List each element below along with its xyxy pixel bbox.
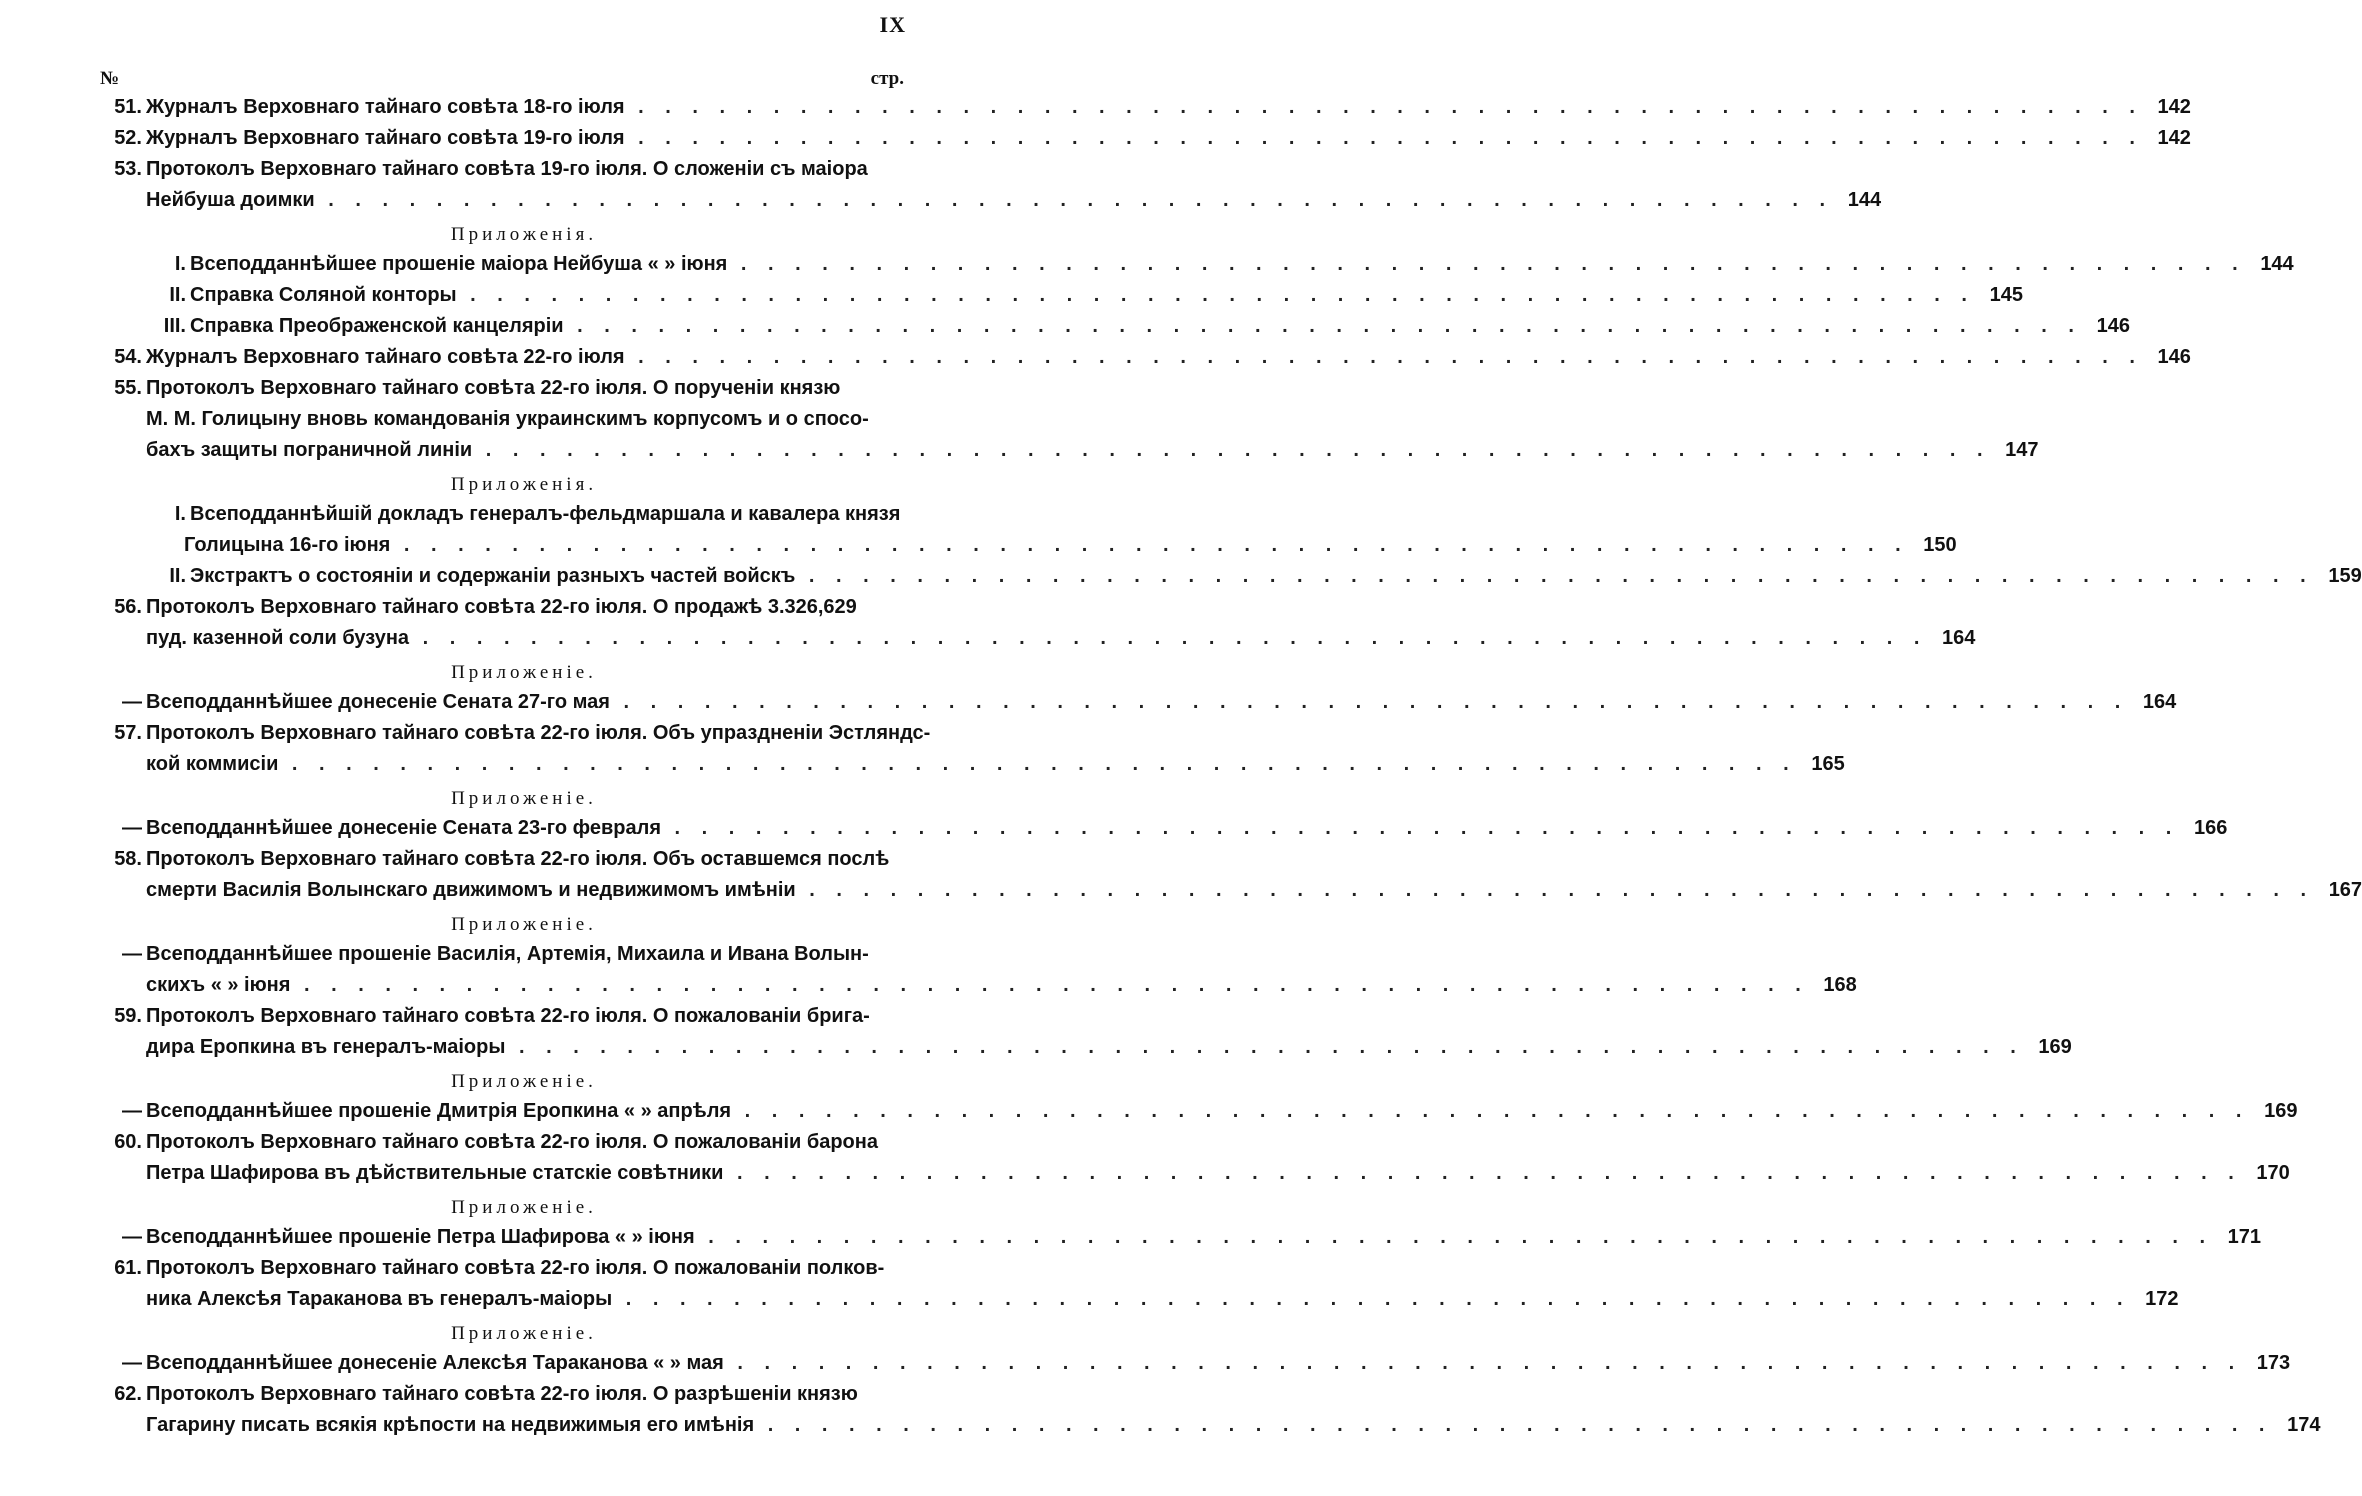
dot-leader: . . . . . . . . . . . . . . . . . . . . . . . . . . . . . . . . . . . . . . . . . . . . . . . . . . . . . . . . <box>609 691 2129 713</box>
toc-entry <box>100 280 2023 311</box>
toc-entry-continuation <box>100 623 1976 654</box>
entry-title: пуд. казенной соли бузуна <box>146 627 410 649</box>
toc-entry-continuation <box>100 435 2039 466</box>
appendix-heading: Приложенія. <box>450 474 598 495</box>
entry-number: II. <box>169 284 186 306</box>
entry-page-number: 169 <box>2038 1036 2072 1058</box>
entry-page-number: 164 <box>1942 627 1976 649</box>
entry-number: 56. <box>114 596 142 618</box>
toc-entry <box>100 342 2191 373</box>
toc-entry <box>100 499 908 530</box>
entry-title: Журналъ Верховнаго тайнаго совѣта 22-го іюля <box>146 346 625 368</box>
dot-leader: . . . . . . . . . . . . . . . . . . . . . . . . . . . . . . . . . . . . . . . . . . . . . . . . . . . . . . . . <box>278 753 1797 775</box>
entry-number: — <box>122 1100 142 1122</box>
toc-entry <box>100 249 2294 280</box>
toc-entry-continuation <box>100 749 1845 780</box>
toc-entry <box>100 1379 908 1410</box>
appendix-heading: Приложенія. <box>450 224 598 245</box>
dot-leader: . . . . . . . . . . . . . . . . . . . . . . . . . . . . . . . . . . . . . . . . . . . . . . . . . . . . . . . . <box>472 439 1991 461</box>
toc-entry <box>100 813 2228 844</box>
entry-title: Протоколъ Верховнаго тайнаго совѣта 22-го іюля. О порученіи князю <box>146 377 841 399</box>
toc-entry <box>100 123 2191 154</box>
entry-number: I. <box>174 503 186 525</box>
dot-leader: . . . . . . . . . . . . . . . . . . . . . . . . . . . . . . . . . . . . . . . . . . . . . . . . . . . . . . . . <box>612 1288 2131 1310</box>
entry-number: — <box>122 691 142 713</box>
entry-title: Всеподданнѣйшее прошеніе Василія, Артемія, Михаила и Ивана Волын- <box>146 943 869 965</box>
entry-page-number: 169 <box>2264 1100 2298 1122</box>
toc-entry <box>100 1096 2298 1127</box>
appendix-heading: Приложеніе. <box>451 662 597 683</box>
toc-entry <box>100 373 908 404</box>
entry-page-number: 170 <box>2256 1162 2290 1184</box>
dot-leader: . . . . . . . . . . . . . . . . . . . . . . . . . . . . . . . . . . . . . . . . . . . . . . . . . . . . . . . . <box>290 974 1809 996</box>
entry-number: III. <box>163 315 186 337</box>
page-column-header: стр. <box>870 68 904 89</box>
entry-number: 53. <box>114 158 142 180</box>
entry-title: Протоколъ Верховнаго тайнаго совѣта 22-го іюля. О разрѣшеніи князю <box>146 1383 858 1405</box>
entry-number: I. <box>174 253 186 275</box>
entry-page-number: 167 <box>2328 879 2362 901</box>
entry-title: Всеподданнѣйшее прошеніе Дмитрія Еропкина « » апрѣля <box>146 1100 732 1122</box>
toc-entry <box>100 1348 2291 1379</box>
entry-number: II. <box>169 565 186 587</box>
entry-title: дира Еропкина въ генералъ-маіоры <box>146 1036 506 1058</box>
entry-page-number: 168 <box>1823 974 1857 996</box>
entry-page-number: 142 <box>2157 96 2191 118</box>
toc-entry <box>100 1253 908 1284</box>
entry-title: Всеподданнѣйшее донесеніе Сената 27-го мая <box>146 691 610 713</box>
toc-entry <box>100 718 931 749</box>
entry-number: — <box>122 817 142 839</box>
appendix-heading: Приложеніе. <box>451 1071 597 1092</box>
toc-entry <box>100 592 908 623</box>
entry-title: Протоколъ Верховнаго тайнаго совѣта 22-го іюля. Объ оставшемся послѣ <box>146 848 890 870</box>
entry-title: М. М. Голицыну вновь командованія украинскимъ корпусомъ и о спосо- <box>146 408 869 430</box>
entry-number: 61. <box>114 1257 142 1279</box>
entry-title: Экстрактъ о состояніи и содержаніи разныхъ частей войскъ <box>190 565 796 587</box>
toc-entry <box>100 844 908 875</box>
entry-page-number: 164 <box>2142 691 2177 713</box>
entry-page-number: 165 <box>1811 753 1845 775</box>
entry-number: — <box>122 943 142 965</box>
dot-leader: . . . . . . . . . . . . . . . . . . . . . . . . . . . . . . . . . . . . . . . . . . . . . . . . . . . . . . . . <box>723 1352 2243 1374</box>
entry-page-number: 171 <box>2227 1226 2262 1248</box>
entry-title: Протоколъ Верховнаго тайнаго совѣта 22-го іюля. Объ упраздненіи Эстляндс- <box>146 722 931 744</box>
dot-leader: . . . . . . . . . . . . . . . . . . . . . . . . . . . . . . . . . . . . . . . . . . . . . . . . . . . . . . . . <box>505 1036 2024 1058</box>
toc-entry-continuation <box>100 530 1957 561</box>
entry-page-number: 147 <box>2005 439 2039 461</box>
toc-entry-continuation <box>100 1410 2321 1441</box>
entry-title: Голицына 16-го іюня <box>184 534 391 556</box>
toc-entry-continuation <box>100 875 2362 906</box>
entry-number: — <box>122 1352 142 1374</box>
entry-page-number: 145 <box>1989 284 2023 306</box>
dot-leader: . . . . . . . . . . . . . . . . . . . . . . . . . . . . . . . . . . . . . . . . . . . . . . . . . . . . . . . . <box>624 127 2143 149</box>
appendix-heading: Приложеніе. <box>451 788 597 809</box>
table-of-contents <box>100 92 2362 1441</box>
entry-page-number: 159 <box>2328 565 2362 587</box>
entry-page-number: 150 <box>1923 534 1957 556</box>
entry-title: бахъ защиты пограничной линіи <box>146 439 473 461</box>
entry-number: 59. <box>114 1005 142 1027</box>
entry-title: Петра Шафирова въ дѣйствительные статскіе совѣтники <box>146 1162 724 1184</box>
dot-leader: . . . . . . . . . . . . . . . . . . . . . . . . . . . . . . . . . . . . . . . . . . . . . . . . . . . . . . . . <box>795 565 2314 587</box>
entry-title: скихъ « » іюня <box>146 974 291 996</box>
entry-title: Протоколъ Верховнаго тайнаго совѣта 22-го іюля. О пожалованіи брига- <box>146 1005 870 1027</box>
dot-leader: . . . . . . . . . . . . . . . . . . . . . . . . . . . . . . . . . . . . . . . . . . . . . . . . . . . . . . . . <box>795 879 2315 901</box>
entry-number: 52. <box>114 127 142 149</box>
entry-title: Протоколъ Верховнаго тайнаго совѣта 22-го іюля. О пожалованіи барона <box>146 1131 878 1153</box>
dot-leader: . . . . . . . . . . . . . . . . . . . . . . . . . . . . . . . . . . . . . . . . . . . . . . . . . . . . . . . . <box>727 253 2246 275</box>
entry-number: 60. <box>114 1131 142 1153</box>
toc-entry <box>100 1222 2262 1253</box>
entry-title: Журналъ Верховнаго тайнаго совѣта 19-го іюля <box>146 127 625 149</box>
dot-leader: . . . . . . . . . . . . . . . . . . . . . . . . . . . . . . . . . . . . . . . . . . . . . . . . . . . . . . . . <box>723 1162 2242 1184</box>
toc-entry <box>100 154 908 185</box>
page-number: IX <box>879 12 906 37</box>
entry-page-number: 172 <box>2145 1288 2179 1310</box>
dot-leader: . . . . . . . . . . . . . . . . . . . . . . . . . . . . . . . . . . . . . . . . . . . . . . . . . . . . . . . . <box>624 346 2143 368</box>
toc-entry-continuation <box>100 970 1857 1001</box>
entry-title: Всеподданнѣйшее донесеніе Алексѣя Тараканова « » мая <box>146 1352 724 1374</box>
entry-number: 62. <box>114 1383 142 1405</box>
dot-leader: . . . . . . . . . . . . . . . . . . . . . . . . . . . . . . . . . . . . . . . . . . . . . . . . . . . . . . . . <box>390 534 1909 556</box>
entry-number: 58. <box>114 848 142 870</box>
toc-entry <box>100 1127 908 1158</box>
toc-entry-continuation <box>100 1032 2072 1063</box>
dot-leader: . . . . . . . . . . . . . . . . . . . . . . . . . . . . . . . . . . . . . . . . . . . . . . . . . . . . . . . . <box>624 96 2143 118</box>
entry-title: Всеподданнѣйшій докладъ генералъ-фельдмаршала и кавалера князя <box>190 503 901 525</box>
entry-page-number: 166 <box>2193 817 2228 839</box>
appendix-heading: Приложеніе. <box>451 1323 597 1344</box>
dot-leader: . . . . . . . . . . . . . . . . . . . . . . . . . . . . . . . . . . . . . . . . . . . . . . . . . . . . . . . . <box>563 315 2082 337</box>
entry-title: ника Алексѣя Тараканова въ генералъ-маіоры <box>146 1288 613 1310</box>
dot-leader: . . . . . . . . . . . . . . . . . . . . . . . . . . . . . . . . . . . . . . . . . . . . . . . . . . . . . . . . <box>314 189 1834 211</box>
entry-page-number: 144 <box>2260 253 2294 275</box>
toc-entry <box>100 561 2362 592</box>
entry-number: — <box>122 1226 142 1248</box>
entry-title: Нейбуша доимки <box>146 189 315 211</box>
entry-page-number: 174 <box>2287 1414 2321 1436</box>
toc-entry <box>100 687 2177 718</box>
column-header <box>100 68 908 92</box>
entry-number: 54. <box>114 346 142 368</box>
entry-title: Гагарину писать всякія крѣпости на недвижимыя его имѣнія <box>146 1414 755 1436</box>
entry-title: Всеподданнѣйшее прошеніе маіора Нейбуша « » іюня <box>190 253 728 275</box>
entry-page-number: 146 <box>2157 346 2191 368</box>
entry-title: Справка Соляной конторы <box>190 284 457 306</box>
number-column-header: № <box>100 68 120 89</box>
entry-title: кой коммисіи <box>146 753 279 775</box>
dot-leader: . . . . . . . . . . . . . . . . . . . . . . . . . . . . . . . . . . . . . . . . . . . . . . . . . . . . . . . . <box>409 627 1928 649</box>
dot-leader: . . . . . . . . . . . . . . . . . . . . . . . . . . . . . . . . . . . . . . . . . . . . . . . . . . . . . . . . <box>456 284 1975 306</box>
entry-title: Всеподданнѣйшее донесеніе Сената 23-го февраля <box>146 817 661 839</box>
dot-leader: . . . . . . . . . . . . . . . . . . . . . . . . . . . . . . . . . . . . . . . . . . . . . . . . . . . . . . . . <box>661 817 2180 839</box>
entry-page-number: 146 <box>2096 315 2130 337</box>
entry-title: Журналъ Верховнаго тайнаго совѣта 18-го іюля <box>146 96 625 118</box>
entry-title: Справка Преображенской канцеляріи <box>190 315 564 337</box>
entry-number: 57. <box>114 722 142 744</box>
entry-title: Протоколъ Верховнаго тайнаго совѣта 19-го іюля. О сложеніи съ маіора <box>146 158 868 180</box>
entry-number: 51. <box>114 96 142 118</box>
dot-leader: . . . . . . . . . . . . . . . . . . . . . . . . . . . . . . . . . . . . . . . . . . . . . . . . . . . . . . . . <box>754 1414 2273 1436</box>
entry-title: Протоколъ Верховнаго тайнаго совѣта 22-го іюля. О продажѣ 3.326,629 <box>146 596 857 618</box>
entry-page-number: 173 <box>2256 1352 2291 1374</box>
dot-leader: . . . . . . . . . . . . . . . . . . . . . . . . . . . . . . . . . . . . . . . . . . . . . . . . . . . . . . . . <box>694 1226 2214 1248</box>
toc-entry-continuation <box>100 1284 2179 1315</box>
entry-page-number: 142 <box>2157 127 2191 149</box>
toc-entry <box>100 939 908 970</box>
toc-entry <box>100 311 2130 342</box>
toc-entry-continuation <box>100 1158 2290 1189</box>
entry-title: смерти Василія Волынскаго движимомъ и недвижимомъ имѣніи <box>146 879 796 901</box>
entry-page-number: 144 <box>1847 189 1882 211</box>
toc-entry <box>100 92 2191 123</box>
toc-entry-continuation <box>100 185 1882 216</box>
entry-number: 55. <box>114 377 142 399</box>
entry-title: Всеподданнѣйшее прошеніе Петра Шафирова « » іюня <box>146 1226 695 1248</box>
entry-title: Протоколъ Верховнаго тайнаго совѣта 22-го іюля. О пожалованіи полков- <box>146 1257 885 1279</box>
appendix-heading: Приложеніе. <box>451 1197 597 1218</box>
toc-entry-continuation <box>100 404 908 435</box>
appendix-heading: Приложеніе. <box>451 914 597 935</box>
dot-leader: . . . . . . . . . . . . . . . . . . . . . . . . . . . . . . . . . . . . . . . . . . . . . . . . . . . . . . . . <box>731 1100 2250 1122</box>
toc-entry <box>100 1001 908 1032</box>
